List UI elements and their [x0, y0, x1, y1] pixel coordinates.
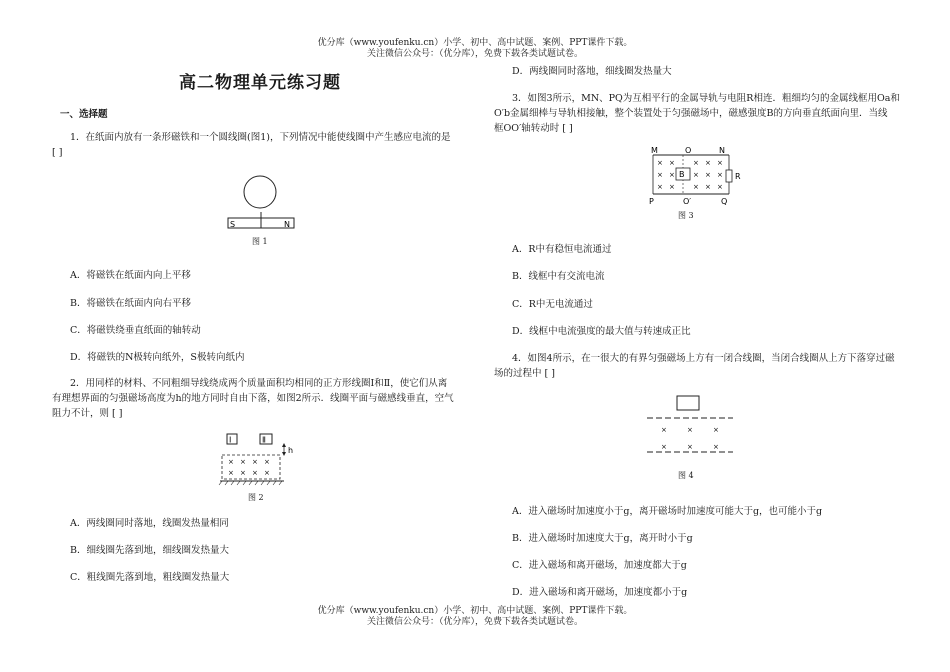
figure-label: ×	[657, 159, 663, 167]
q1-option-c: C．将磁铁绕垂直纸面的轴转动	[70, 325, 201, 336]
figure-label: ×	[252, 469, 258, 477]
q1-option-a: A．将磁铁在纸面内向上平移	[70, 270, 191, 281]
resistor-r	[726, 170, 732, 182]
figure-label: ×	[693, 171, 699, 179]
q4-stem-line1: 4．如图4所示，在一很大的有界匀强磁场上方有一闭合线圈，当闭合线圈从上方下落穿过磁	[512, 353, 895, 364]
q2-stem-line1: 2．用同样的材料、不同粗细导线绕成两个质量面积均相同的正方形线圈Ⅰ和Ⅱ，使它们从离	[70, 378, 448, 389]
footer-line-2: 关注微信公众号：（优分库），免费下载各类试题试卷。	[366, 617, 583, 627]
figure-label: ×	[713, 426, 719, 434]
q2-stem-line2: 有理想界面的匀强磁场高度为h的地方同时自由下落，如图2所示．线圈平面与磁感线垂直，空气	[52, 393, 454, 404]
circular-coil	[244, 176, 276, 208]
q3-option-a: A．R中有稳恒电流通过	[512, 244, 612, 255]
q2-option-a: A．两线圈同时落地，线圈发热量相同	[70, 518, 229, 529]
figure-label: Ⅱ	[262, 435, 266, 445]
pole-n-label: N	[284, 220, 290, 229]
figure-label: M	[651, 146, 658, 155]
figure-label: ×	[228, 458, 234, 466]
figure-label: Ⅰ	[229, 435, 232, 445]
figure-label: ×	[661, 426, 667, 434]
figure-label: ×	[264, 469, 270, 477]
q4-option-d: D．进入磁场和离开磁场，加速度都小于g	[512, 587, 688, 598]
pole-s-label: S	[230, 220, 236, 229]
figure-label: R	[735, 172, 741, 181]
figure-label: ×	[705, 171, 711, 179]
figure-1	[220, 172, 300, 234]
figure-label: ×	[669, 183, 675, 191]
figure-4-caption: 图 4	[678, 471, 694, 480]
q4-option-c: C．进入磁场和离开磁场，加速度都大于g	[512, 560, 687, 571]
q1-stem-line1: 1．在纸面内放有一条形磁铁和一个圆线圈(图1)，下列情况中能使线圈中产生感应电流的是	[70, 132, 451, 143]
q3-stem-line1: 3．如图3所示，MN、PQ为互相平行的金属导轨与电阻R相连．粗细均匀的金属线框用Oa和	[512, 93, 900, 104]
q4-stem-line2: 场的过程中 [ ]	[494, 368, 555, 379]
q2-option-d: D．两线圈同时落地，细线圈发热量大	[512, 66, 672, 77]
q4-option-b: B．进入磁场时加速度大于g，离开时小于g	[512, 533, 693, 544]
q3-stem-line2: O′b金属细棒与导轨相接触，整个装置处于匀强磁场中，磁感强度B的方向垂直纸面向里．当线	[494, 108, 888, 119]
q4-option-a: A．进入磁场时加速度小于g，离开磁场时加速度可能大于g，也可能小于g	[512, 506, 823, 517]
header-line-1: 优分库（www.youfenku.cn）小学、初中、高中试题、案例、PPT课件下载。	[317, 38, 633, 48]
figure-label: ×	[228, 469, 234, 477]
footer-line-1: 优分库（www.youfenku.cn）小学、初中、高中试题、案例、PPT课件下载。	[317, 606, 633, 616]
figure-label: Q	[721, 197, 728, 206]
figure-2	[218, 432, 308, 490]
height-h-label: h	[288, 446, 294, 455]
figure-label: ×	[705, 183, 711, 191]
figure-4	[645, 394, 740, 458]
figure-label: ×	[669, 159, 675, 167]
figure-label: O	[685, 146, 692, 155]
figure-label: P	[649, 197, 654, 206]
figure-label: ×	[661, 443, 667, 451]
figure-label: ×	[657, 171, 663, 179]
figure-3-caption: 图 3	[678, 211, 694, 220]
figure-label: O′	[683, 197, 692, 206]
figure-label: ×	[669, 171, 675, 179]
figure-label: ×	[240, 458, 246, 466]
q2-option-c: C．粗线圈先落到地，粗线圈发热量大	[70, 572, 230, 583]
page-title: 高二物理单元练习题	[179, 73, 341, 93]
figure-label: ×	[717, 159, 723, 167]
q3-option-b: B．线框中有交流电流	[512, 271, 605, 282]
q2-stem-line3: 阻力不计，则 [ ]	[52, 408, 123, 419]
figure-label: ×	[693, 183, 699, 191]
q3-stem-line3: 框OO′轴转动时 [ ]	[494, 123, 573, 134]
q1-option-d: D．将磁铁的N极转向纸外，S极转向纸内	[70, 352, 245, 363]
header-line-2: 关注微信公众号：（优分库），免费下载各类试题试卷。	[366, 49, 583, 59]
figure-label: ×	[657, 183, 663, 191]
section-heading: 一、选择题	[60, 109, 108, 120]
q3-option-c: C．R中无电流通过	[512, 299, 593, 310]
q3-option-d: D．线框中电流强度的最大值与转速成正比	[512, 326, 691, 337]
closed-coil	[677, 396, 699, 410]
figure-label: ×	[717, 171, 723, 179]
figure-label: B	[679, 170, 685, 179]
figure-label: ×	[687, 426, 693, 434]
figure-label: ×	[713, 443, 719, 451]
figure-1-caption: 图 1	[252, 237, 268, 246]
figure-label: ×	[705, 159, 711, 167]
figure-label: ×	[252, 458, 258, 466]
figure-3	[645, 144, 745, 208]
figure-2-caption: 图 2	[248, 493, 264, 502]
q1-option-b: B．将磁铁在纸面内向右平移	[70, 298, 191, 309]
q2-option-b: B．细线圈先落到地，细线圈发热量大	[70, 545, 229, 556]
figure-label: ×	[687, 443, 693, 451]
figure-label: N	[719, 146, 725, 155]
q1-stem-line2: [ ]	[52, 147, 63, 158]
figure-label: ×	[264, 458, 270, 466]
figure-label: ×	[693, 159, 699, 167]
figure-label: ×	[717, 183, 723, 191]
figure-label: ×	[240, 469, 246, 477]
